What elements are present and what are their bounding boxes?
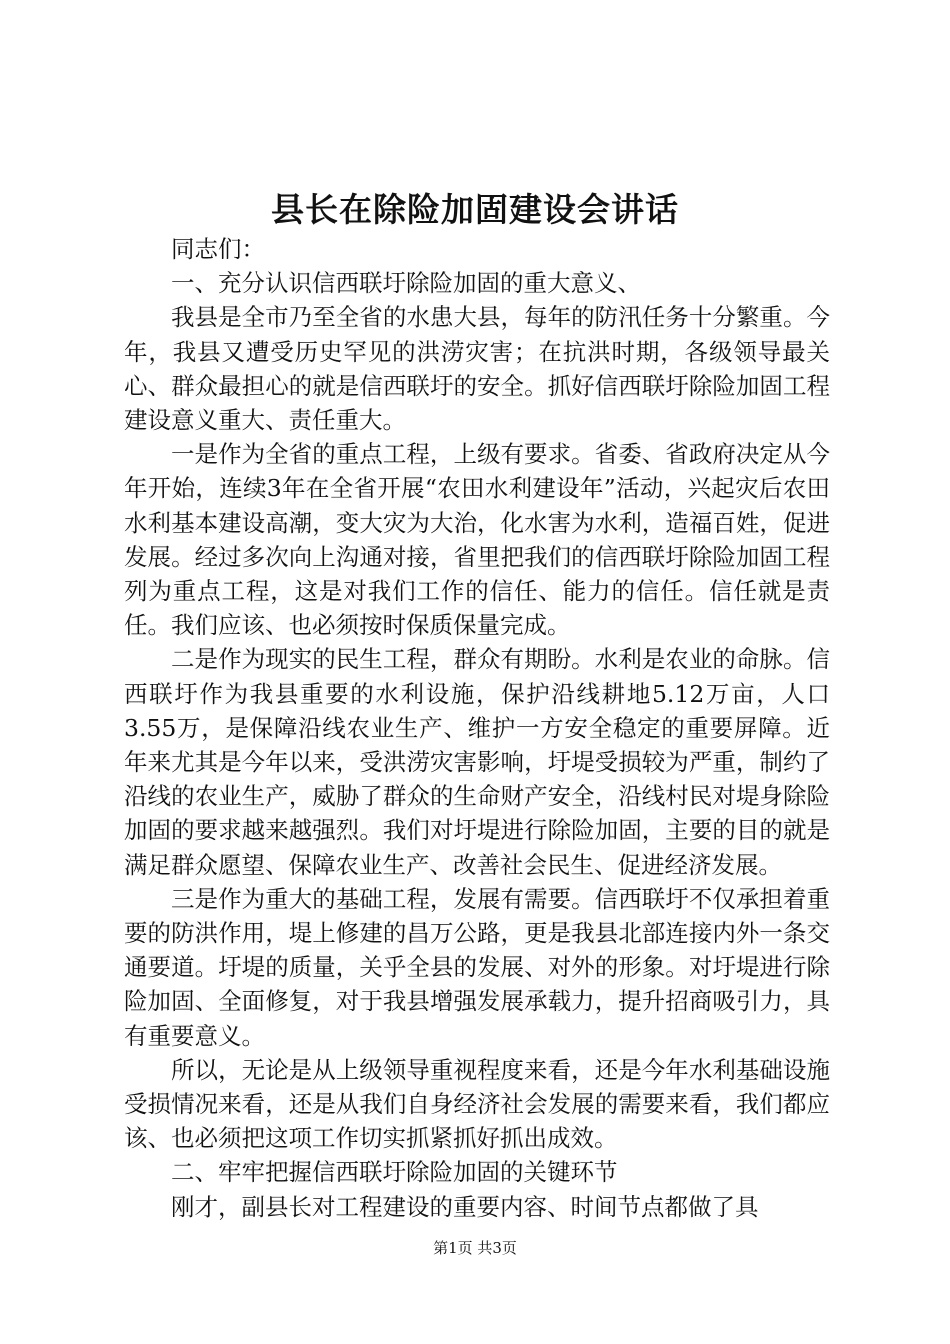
paragraph-5: 所以，无论是从上级领导重视程度来看，还是今年水利基础设施受损情况来看，还是从我们自身经济社会发展的需要来看，我们都应该、也必须把这项工作切实抓紧抓好抓出成效。 — [124, 1055, 830, 1153]
document-body — [124, 232, 830, 1224]
paragraph-heading-2: 二、牢牢把握信西联圩除险加固的关键环节 — [171, 1158, 618, 1187]
paragraph-2: 一是作为全省的重点工程，上级有要求。省委、省政府决定从今年开始，连续3年在全省开展“农田水利建设年”活动，兴起灾后农田水利基本建设高潮，变大灾为大治，化水害为水利，造福百姓，促进发展。经过多次向上沟通对接，省里把我们的信西联圩除险加固工程列为重点工程，这是对我们工作的信任、能力的信任。信任就是责任。我们应该、也必须按时保质保量完成。 — [124, 440, 830, 640]
paragraph-4: 三是作为重大的基础工程，发展有需要。信西联圩不仅承担着重要的防洪作用，堤上修建的昌万公路，更是我县北部连接内外一条交通要道。圩堤的质量，关乎全县的发展、对外的形象。对圩堤进行除险加固、全面修复，对于我县增强发展承载力，提升招商吸引力，具有重要意义。 — [124, 884, 830, 1050]
paragraph-heading-1: 一、充分认识信西联圩除险加固的重大意义、 — [171, 269, 641, 298]
paragraph-6: 刚才，副县长对工程建设的重要内容、时间节点都做了具 — [171, 1192, 759, 1221]
document-title: 县长在除险加固建设会讲话 — [271, 190, 679, 229]
paragraph-1: 我县是全市乃至全省的水患大县，每年的防汛任务十分繁重。今年，我县又遭受历史罕见的洪涝灾害；在抗洪时期，各级领导最关心、群众最担心的就是信西联圩的安全。抓好信西联圩除险加固工程建设意义重大、责任重大。 — [124, 303, 830, 435]
paragraph-3: 二是作为现实的民生工程，群众有期盼。水利是农业的命脉。信西联圩作为我县重要的水利设施，保护沿线耕地5.12万亩，人口3.55万，是保障沿线农业生产、维护一方安全稳定的重要屏障。近年来尤其是今年以来，受洪涝灾害影响，圩堤受损较为严重，制约了沿线的农业生产，威胁了群众的生命财产安全，沿线村民对堤身除险加固的要求越来越强烈。我们对圩堤进行除险加固，主要的目的就是满足群众愿望、保障农业生产、改善社会民生、促进经济发展。 — [124, 645, 830, 879]
paragraph-salutation: 同志们： — [171, 235, 265, 263]
page-number-footer: 第1页 共3页 — [433, 1239, 517, 1257]
